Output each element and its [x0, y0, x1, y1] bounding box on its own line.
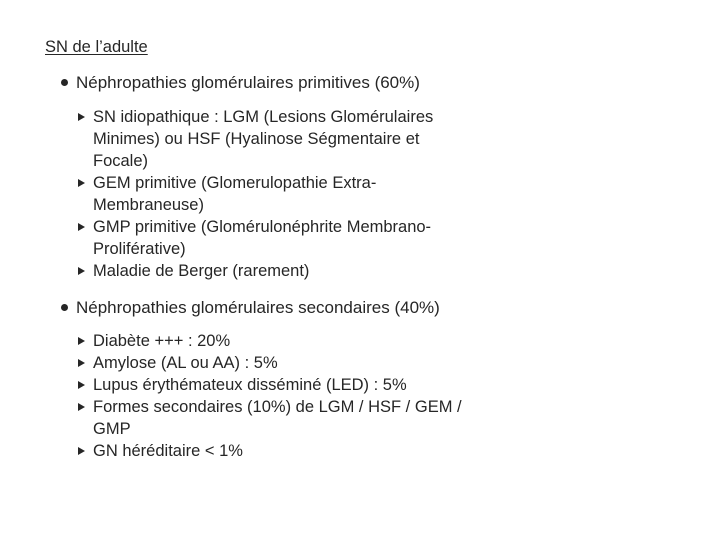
slide-title: SN de l’adulte: [45, 38, 148, 56]
triangle-bullet-icon: [78, 359, 85, 367]
sub-item: [0, 260, 513, 282]
sub-item-line: Focale): [93, 152, 149, 170]
main-bullet-label: Néphropathies glomérulaires secondaires (40%): [76, 298, 440, 317]
triangle-bullet-icon: [78, 381, 85, 389]
triangle-bullet-icon: [78, 337, 85, 345]
sub-item: [0, 172, 513, 216]
sub-list: [0, 106, 720, 282]
sub-item: [0, 440, 513, 462]
sub-item-line: GMP: [93, 420, 131, 438]
main-bullet-label: Néphropathies glomérulaires primitives (60%): [76, 73, 420, 92]
bullet-dot-icon: [61, 79, 68, 86]
sub-item-line: Amylose (AL ou AA) : 5%: [93, 354, 278, 372]
triangle-bullet-icon: [78, 223, 85, 231]
sub-item: [0, 352, 513, 374]
section-secondary: [0, 297, 720, 462]
sub-item-line: Diabète +++ : 20%: [93, 332, 231, 350]
main-bullet: [0, 72, 720, 94]
sub-item-line: GMP primitive (Glomérulonéphrite Membrano-: [93, 218, 432, 236]
sub-list: [0, 330, 720, 462]
sub-item-line: Membraneuse): [93, 196, 204, 214]
triangle-bullet-icon: [78, 403, 85, 411]
sub-item-line: GN héréditaire < 1%: [93, 442, 243, 460]
sub-item-line: GEM primitive (Glomerulopathie Extra-: [93, 174, 377, 192]
bullet-dot-icon: [61, 304, 68, 311]
sub-item: [0, 216, 513, 260]
section-primary: [0, 72, 720, 282]
sub-item-line: Lupus érythémateux disséminé (LED) : 5%: [93, 376, 407, 394]
triangle-bullet-icon: [78, 267, 85, 275]
sub-item-line: Formes secondaires (10%) de LGM / HSF / GEM /: [93, 398, 462, 416]
triangle-bullet-icon: [78, 447, 85, 455]
sub-item-line: Maladie de Berger (rarement): [93, 262, 310, 280]
triangle-bullet-icon: [78, 113, 85, 121]
sub-item: [0, 106, 513, 172]
sub-item-line: Minimes) ou HSF (Hyalinose Ségmentaire et: [93, 130, 420, 148]
sub-item: [0, 396, 513, 440]
sub-item: [0, 374, 513, 396]
sub-item-line: Proliférative): [93, 240, 186, 258]
sub-item: [0, 330, 513, 352]
main-bullet: [0, 297, 720, 319]
triangle-bullet-icon: [78, 179, 85, 187]
sub-item-line: SN idiopathique : LGM (Lesions Glomérulaires: [93, 108, 434, 126]
